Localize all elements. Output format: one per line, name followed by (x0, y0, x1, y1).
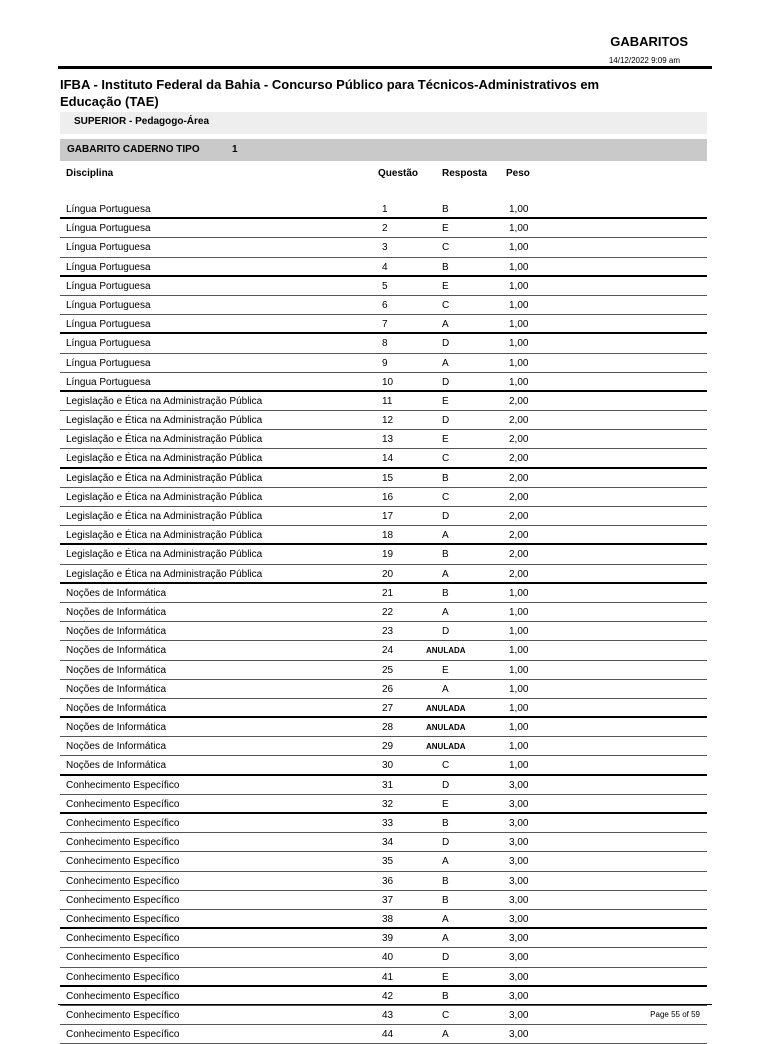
cell-resposta: B (442, 587, 449, 599)
cell-peso: 3,00 (509, 837, 529, 849)
table-row (60, 641, 707, 660)
cell-peso: 1,00 (509, 606, 529, 618)
cell-resposta: A (442, 357, 449, 369)
cell-disciplina: Legislação e Ética na Administração Pública (66, 453, 263, 465)
cell-resposta: B (442, 990, 449, 1002)
cell-questao: 7 (382, 319, 388, 331)
page-number: Page 55 of 59 (650, 1010, 700, 1019)
cell-peso: 1,00 (509, 626, 529, 638)
cell-questao: 12 (382, 415, 394, 427)
table-row (60, 910, 707, 929)
table-row (60, 354, 707, 373)
cell-resposta: E (442, 395, 449, 407)
cell-questao: 8 (382, 338, 388, 350)
document-date: 14/12/2022 9:09 am (608, 56, 680, 65)
cell-peso: 2,00 (509, 434, 529, 446)
cell-disciplina: Língua Portuguesa (66, 242, 151, 254)
cell-peso: 1,00 (509, 587, 529, 599)
cell-peso: 1,00 (509, 760, 529, 772)
table-row (60, 756, 707, 775)
cell-peso: 3,00 (509, 894, 529, 906)
cell-disciplina: Língua Portuguesa (66, 204, 151, 215)
cell-resposta: ANULADA (426, 742, 466, 752)
cell-disciplina: Noções de Informática (66, 722, 167, 734)
cell-questao: 17 (382, 511, 394, 522)
cell-questao: 24 (382, 645, 394, 657)
cell-disciplina: Legislação e Ética na Administração Pública (66, 568, 263, 580)
cell-resposta: E (442, 971, 449, 983)
cell-questao: 30 (382, 760, 394, 772)
cell-questao: 28 (382, 722, 394, 734)
cell-questao: 31 (382, 779, 394, 791)
column-header-questao: Questão (378, 168, 419, 179)
cell-peso: 1,00 (509, 702, 529, 714)
cell-questao: 39 (382, 933, 394, 945)
top-rule (58, 66, 712, 69)
cell-disciplina: Língua Portuguesa (66, 376, 151, 388)
table-row (60, 987, 707, 1006)
table-row (60, 603, 707, 622)
cell-resposta: ANULADA (426, 703, 466, 713)
cell-questao: 25 (382, 664, 394, 676)
table-row (60, 315, 707, 334)
cell-peso: 3,00 (509, 1009, 529, 1021)
cell-questao: 13 (382, 434, 394, 446)
cell-disciplina: Noções de Informática (66, 645, 167, 657)
cell-disciplina: Legislação e Ética na Administração Pública (66, 491, 263, 503)
cell-peso: 1,00 (509, 261, 529, 273)
table-row (60, 622, 707, 641)
cell-disciplina: Legislação e Ética na Administração Pública (66, 530, 263, 542)
cell-disciplina: Legislação e Ética na Administração Pública (66, 415, 263, 427)
cell-resposta: ANULADA (426, 646, 466, 656)
table-row (60, 872, 707, 891)
gabarito-number: 1 (232, 144, 238, 155)
cell-disciplina: Noções de Informática (66, 626, 167, 638)
cell-resposta: B (442, 204, 449, 215)
cell-resposta: A (442, 856, 449, 868)
cell-peso: 1,00 (509, 376, 529, 388)
cell-disciplina: Noções de Informática (66, 606, 167, 618)
cell-resposta: B (442, 261, 449, 273)
table-row (60, 258, 707, 277)
cell-resposta: C (442, 242, 450, 254)
cell-questao: 33 (382, 818, 394, 829)
cell-resposta: B (442, 894, 449, 906)
cell-disciplina: Noções de Informática (66, 760, 167, 772)
cell-peso: 1,00 (509, 741, 529, 753)
cell-disciplina: Conhecimento Específico (66, 952, 180, 964)
table-row (60, 891, 707, 910)
cell-questao: 16 (382, 491, 394, 503)
cell-resposta: C (442, 1009, 450, 1021)
cell-peso: 3,00 (509, 952, 529, 964)
cell-questao: 41 (382, 971, 394, 983)
table-row (60, 430, 707, 449)
table-row (60, 929, 707, 948)
cell-disciplina: Conhecimento Específico (66, 971, 180, 983)
cell-disciplina: Língua Portuguesa (66, 299, 151, 311)
table-row (60, 699, 707, 718)
cell-questao: 11 (382, 395, 393, 407)
table-row (60, 449, 707, 468)
cell-peso: 2,00 (509, 415, 529, 427)
cell-disciplina: Legislação e Ética na Administração Pública (66, 511, 263, 522)
table-row (60, 238, 707, 257)
cell-peso: 3,00 (509, 971, 529, 983)
cell-disciplina: Conhecimento Específico (66, 894, 180, 906)
cell-questao: 36 (382, 875, 394, 887)
cell-resposta: D (442, 338, 450, 350)
table-row (60, 680, 707, 699)
gabarito-bar (60, 139, 707, 161)
cell-resposta: E (442, 280, 449, 292)
table-row (60, 1025, 707, 1044)
cell-peso: 2,00 (509, 568, 529, 580)
cell-questao: 34 (382, 837, 394, 849)
cell-resposta: B (442, 875, 449, 887)
cell-disciplina: Noções de Informática (66, 664, 167, 676)
cell-peso: 2,00 (509, 491, 529, 503)
cell-resposta: B (442, 472, 449, 484)
cell-resposta: A (442, 319, 449, 331)
table-row (60, 219, 707, 238)
cell-peso: 2,00 (509, 530, 529, 542)
cell-peso: 3,00 (509, 856, 529, 868)
cell-peso: 2,00 (509, 549, 529, 561)
cell-questao: 38 (382, 913, 394, 925)
cell-disciplina: Legislação e Ética na Administração Pública (66, 434, 263, 446)
cell-resposta: D (442, 376, 450, 388)
table-row (60, 565, 707, 584)
cell-questao: 19 (382, 549, 394, 561)
cell-resposta: A (442, 933, 449, 945)
cell-questao: 3 (382, 242, 388, 254)
cell-disciplina: Conhecimento Específico (66, 818, 180, 829)
table-row (60, 814, 707, 833)
cell-peso: 3,00 (509, 798, 529, 810)
cell-disciplina: Conhecimento Específico (66, 933, 180, 945)
cell-questao: 23 (382, 626, 394, 638)
cell-questao: 29 (382, 741, 394, 753)
cell-resposta: E (442, 798, 449, 810)
table-row (60, 373, 707, 392)
table-row (60, 718, 707, 737)
table-row (60, 488, 707, 507)
cell-peso: 1,00 (509, 645, 529, 657)
cell-questao: 1 (382, 204, 388, 215)
cell-peso: 3,00 (509, 913, 529, 925)
column-header-disciplina: Disciplina (66, 168, 114, 179)
cell-peso: 1,00 (509, 338, 529, 350)
cell-disciplina: Língua Portuguesa (66, 280, 151, 292)
cell-resposta: C (442, 491, 450, 503)
cell-resposta: A (442, 606, 449, 618)
cell-resposta: ANULADA (426, 723, 466, 733)
cell-disciplina: Língua Portuguesa (66, 223, 151, 235)
cell-questao: 5 (382, 280, 388, 292)
cell-questao: 35 (382, 856, 394, 868)
gabarito-label: GABARITO CADERNO TIPO (67, 144, 200, 155)
cell-resposta: D (442, 837, 450, 849)
cell-peso: 1,00 (509, 223, 529, 235)
cell-disciplina: Conhecimento Específico (66, 913, 180, 925)
table-row (60, 545, 707, 564)
cell-peso: 1,00 (509, 242, 529, 254)
cell-resposta: C (442, 453, 450, 465)
cell-peso: 1,00 (509, 722, 529, 734)
cell-resposta: E (442, 664, 449, 676)
cell-disciplina: Noções de Informática (66, 741, 167, 753)
cell-peso: 2,00 (509, 511, 529, 522)
cell-peso: 2,00 (509, 395, 529, 407)
cell-peso: 3,00 (509, 779, 529, 791)
cell-resposta: D (442, 779, 450, 791)
document-title: GABARITOS (610, 34, 688, 49)
cell-peso: 3,00 (509, 990, 529, 1002)
cell-resposta: A (442, 530, 449, 542)
cell-disciplina: Língua Portuguesa (66, 261, 151, 273)
table-row (60, 411, 707, 430)
table-row (60, 526, 707, 545)
cell-disciplina: Noções de Informática (66, 683, 167, 695)
cell-disciplina: Língua Portuguesa (66, 357, 151, 369)
cell-resposta: C (442, 299, 450, 311)
cell-peso: 3,00 (509, 818, 529, 829)
cell-questao: 42 (382, 990, 394, 1002)
table-row (60, 200, 707, 219)
cell-resposta: D (442, 952, 450, 964)
cell-disciplina: Conhecimento Específico (66, 990, 180, 1002)
answer-table (60, 200, 707, 1044)
table-row (60, 737, 707, 756)
table-row (60, 948, 707, 967)
institution-title: IFBA - Instituto Federal da Bahia - Concurso Público para Técnicos-Administrativos em Educação (TAE) (60, 77, 600, 109)
table-row (60, 852, 707, 871)
cell-resposta: E (442, 223, 449, 235)
cell-resposta: B (442, 549, 449, 561)
cell-questao: 43 (382, 1009, 394, 1021)
cell-questao: 22 (382, 606, 394, 618)
cell-disciplina: Legislação e Ética na Administração Pública (66, 472, 263, 484)
cell-questao: 27 (382, 702, 394, 714)
column-header-peso: Peso (506, 168, 530, 179)
cell-questao: 14 (382, 453, 394, 465)
table-row (60, 334, 707, 353)
cell-disciplina: Conhecimento Específico (66, 856, 180, 868)
cell-disciplina: Conhecimento Específico (66, 837, 180, 849)
table-row (60, 795, 707, 814)
cell-questao: 10 (382, 376, 394, 388)
table-row (60, 507, 707, 526)
table-row (60, 469, 707, 488)
table-row (60, 392, 707, 411)
cell-questao: 26 (382, 683, 394, 695)
bottom-rule (58, 1004, 712, 1005)
cell-disciplina: Língua Portuguesa (66, 319, 151, 331)
cell-peso: 3,00 (509, 933, 529, 945)
cell-resposta: E (442, 434, 449, 446)
cell-disciplina: Noções de Informática (66, 702, 167, 714)
cell-disciplina: Língua Portuguesa (66, 338, 151, 350)
cell-disciplina: Legislação e Ética na Administração Pública (66, 395, 263, 407)
cell-resposta: A (442, 568, 449, 580)
table-row (60, 968, 707, 987)
cell-disciplina: Conhecimento Específico (66, 1009, 180, 1021)
cell-resposta: A (442, 913, 449, 925)
cell-questao: 9 (382, 357, 388, 369)
table-row (60, 584, 707, 603)
cell-questao: 44 (382, 1029, 394, 1041)
level-label: SUPERIOR - Pedagogo-Área (74, 116, 210, 127)
cell-disciplina: Conhecimento Específico (66, 798, 180, 810)
cell-questao: 6 (382, 299, 388, 311)
cell-peso: 1,00 (509, 299, 529, 311)
cell-questao: 4 (382, 261, 388, 273)
level-bar (60, 112, 707, 134)
cell-questao: 18 (382, 530, 394, 542)
cell-peso: 1,00 (509, 357, 529, 369)
cell-resposta: D (442, 511, 450, 522)
cell-peso: 2,00 (509, 472, 529, 484)
cell-peso: 1,00 (509, 319, 529, 331)
cell-peso: 1,00 (509, 664, 529, 676)
cell-disciplina: Conhecimento Específico (66, 779, 180, 791)
cell-peso: 3,00 (509, 875, 529, 887)
cell-questao: 21 (382, 587, 394, 599)
table-row (60, 661, 707, 680)
table-row (60, 277, 707, 296)
cell-questao: 20 (382, 568, 394, 580)
cell-resposta: C (442, 760, 450, 772)
cell-resposta: A (442, 683, 449, 695)
cell-questao: 32 (382, 798, 394, 810)
cell-resposta: D (442, 415, 450, 427)
cell-peso: 1,00 (509, 280, 529, 292)
table-row (60, 1006, 707, 1025)
cell-peso: 1,00 (509, 204, 529, 215)
cell-disciplina: Noções de Informática (66, 587, 167, 599)
cell-questao: 2 (382, 223, 388, 235)
cell-questao: 37 (382, 894, 394, 906)
cell-questao: 40 (382, 952, 394, 964)
cell-resposta: A (442, 1029, 449, 1041)
cell-peso: 3,00 (509, 1029, 529, 1041)
cell-peso: 2,00 (509, 453, 529, 465)
cell-peso: 1,00 (509, 683, 529, 695)
table-row (60, 776, 707, 795)
cell-disciplina: Legislação e Ética na Administração Pública (66, 549, 263, 561)
cell-disciplina: Conhecimento Específico (66, 875, 180, 887)
table-row (60, 833, 707, 852)
column-header-resposta: Resposta (442, 168, 488, 179)
cell-resposta: B (442, 818, 449, 829)
table-row (60, 296, 707, 315)
cell-resposta: D (442, 626, 450, 638)
cell-questao: 15 (382, 472, 394, 484)
cell-disciplina: Conhecimento Específico (66, 1029, 180, 1041)
